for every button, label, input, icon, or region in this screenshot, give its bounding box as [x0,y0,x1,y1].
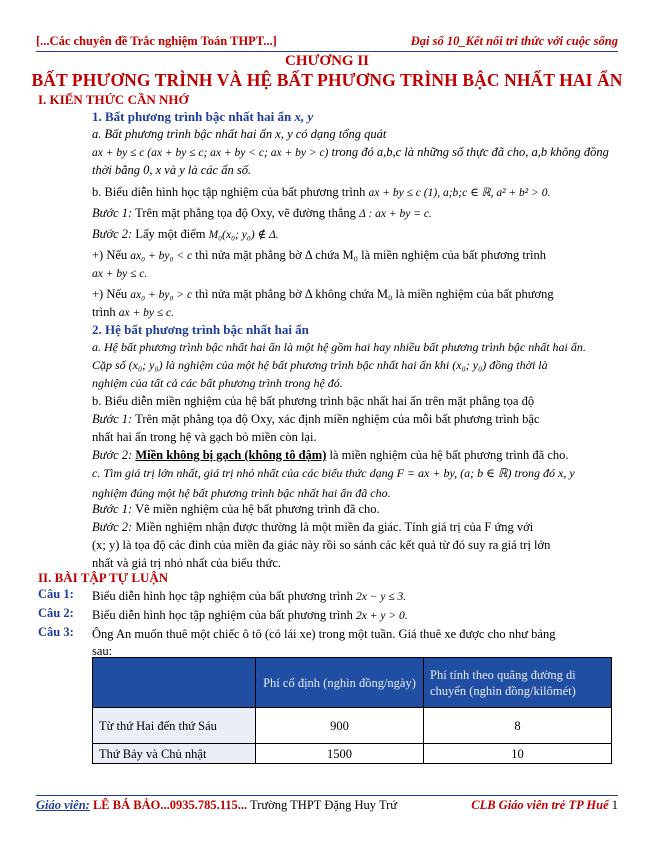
step-2 [92,225,616,244]
subsection-heading-2: 2. Hệ bất phương trình bậc nhất hai ẩn [92,322,309,337]
para-extremum: c. Tìm giá trị lớn nhất, giá trị nhỏ nhất của các biểu thức dạng F = ax + by, (a; b ∈ ℝ) trong đó x, y [92,466,575,480]
para-system-rep: b. Biểu diễn miền nghiệm của hệ bất phương trình bậc nhất hai ẩn trên mặt phẳng tọa độ [92,394,535,408]
case-greater-rest: thì nửa mặt phẳng bờ Δ không chứa M₀ là miền nghiệm của bất phương [192,287,554,301]
case-less-end-math: ax + by ≤ c. [92,268,148,280]
question-3-text: Ông An muốn thuê một chiếc ô tô (có lái xe) trong một tuần. Giá thuê xe được cho như bảng [92,627,556,641]
footer-club-name: CLB Giáo viên trẻ TP Huế [471,798,609,812]
question-1-label: Câu 1: [38,587,74,601]
chapter-title: BẤT PHƯƠNG TRÌNH VÀ HỆ BẤT PHƯƠNG TRÌNH BẬC NHẤT HAI ẨN [31,70,623,90]
case-greater-end-text: trình [92,305,119,319]
question-2-label: Câu 2: [38,606,74,620]
footer-club [471,798,618,813]
para-general-form-math [92,143,616,162]
ext-step-1-label: Bước 1: [92,502,133,516]
step-1-text: Trên mặt phẳng tọa độ Oxy, vẽ đường thẳng [132,206,360,220]
table-cell: Thứ Bảy và Chủ nhật [93,744,256,764]
table-cell: 900 [256,708,424,744]
question-1-text [92,587,616,606]
sys-step-1-end: nhất hai ẩn trong hệ và gạch bỏ miền còn lại. [92,430,317,444]
step-2-label: Bước 2: [92,227,133,241]
table-cell: 10 [424,744,612,764]
sys-step-2-label: Bước 2: [92,448,133,462]
footer-teacher-label: Giáo viên: [36,798,90,812]
para-solution-pair: Cặp số (x₀; y₀) là nghiệm của một hệ bất phương trình bậc nhất hai ẩn khi (x₀; y₀) đồng thời là [92,358,548,372]
page-number: 1 [611,798,618,812]
sys-step-1-text: Trên mặt phẳng tọa độ Oxy, xác định miền nghiệm của mỗi bất phương trình bậc [132,412,540,426]
ext-step-1-text: Vẽ miền nghiệm của hệ bất phương trình đã cho. [132,502,380,516]
line-delta: Δ : ax + by = c. [359,208,432,220]
case-less-if: +) Nếu [92,248,131,262]
table-header-cell: Phí cố định (nghìn đồng/ngày) [256,658,424,708]
para-general-form: a. Bất phương trình bậc nhất hai ẩn x, y có dạng tổng quát [92,127,387,141]
question-1-body: Biểu diễn hình học tập nghiệm của bất phương trình [92,589,357,603]
ext-step-2-text: Miền nghiệm nhận được thường là một miền đa giác. Tính giá trị của F ứng với [132,520,534,534]
question-3-label: Câu 3: [38,625,74,639]
sys-step-2-highlight: Miền không bị gạch (không tô đậm) [135,448,327,462]
inequality-forms-desc: trong đó a,b,c là những số thực đã cho, a,b không đồng [328,145,609,159]
case-greater-math: ax₀ + by₀ > c [130,289,193,301]
footer-divider [36,795,618,796]
rental-price-table [92,657,612,764]
page-footer [36,798,618,816]
case-greater-if: +) Nếu [92,287,131,301]
case-less-math: ax₀ + by₀ < c [130,250,193,262]
sys-step-1 [92,410,616,428]
table-header-cell [93,658,256,708]
para-geometric-rep [92,183,616,202]
sys-step-2 [92,446,616,464]
section-heading-exercises: II. BÀI TẬP TỰ LUẬN [38,570,169,585]
table-cell: 8 [424,708,612,744]
ext-step-2-cont: (x; y) là tọa độ các đỉnh của miền đa giác này rồi so sánh các kết quả từ đó suy ra giá trị lớn [92,538,551,552]
sys-step-2-text: là miền nghiệm của hệ bất phương trình đã cho. [326,448,569,462]
ext-step-1 [92,500,616,518]
para-geometric-rep-text: b. Biểu diễn hình học tập nghiệm của bất phương trình [92,185,369,199]
case-greater [92,285,616,304]
footer-school: Trường THPT Đặng Huy Trứ [247,798,398,812]
section-heading-theory: I. KIẾN THỨC CẦN NHỚ [38,92,189,107]
para-solution-pair-end: nghiệm của tất cả các bất phương trình trong hệ đó. [92,376,343,390]
case-greater-end [92,303,616,322]
step-2-text: Lấy một điểm [132,227,209,241]
ext-step-2-label: Bước 2: [92,520,133,534]
footer-author [36,798,397,813]
subsection-heading-1-vars: x, y [294,109,314,124]
header-divider [36,51,618,52]
table-cell: Từ thứ Hai đến thứ Sáu [93,708,256,744]
para-system-def: a. Hệ bất phương trình bậc nhất hai ẩn là một hệ gồm hai hay nhiều bất phương trình bậc nhất hai ẩn. [92,340,586,354]
question-3-text-end: sau: [92,644,113,658]
table-row [93,708,612,744]
table-row [93,744,612,764]
header-series-title: [...Các chuyên đề Trắc nghiệm Toán THPT...] [36,34,277,48]
question-1-math: 2x − y ≤ 3. [356,591,407,603]
footer-teacher-name: LÊ BÁ BẢO...0935.785.115... [89,798,248,812]
chapter-label: CHƯƠNG II [284,53,370,69]
inequality-forms: ax + by ≤ c (ax + by ≤ c; ax + by < c; ax + by > c) [92,147,329,159]
case-less-rest: thì nửa mặt phẳng bờ Δ chứa M₀ là miền nghiệm của bất phương trình [192,248,546,262]
case-less-end [92,264,616,283]
header-book-title: Đại số 10_Kết nối tri thức với cuộc sống [410,34,618,48]
point-m0: M₀(x₀; y₀) ∉ Δ. [208,229,279,241]
table-header-cell: Phí tính theo quãng đường di chuyển (nghìn đồng/kilômét) [424,658,612,708]
para-variables: thời bằng 0, x và y là các ẩn số. [92,163,252,177]
sys-step-1-label: Bước 1: [92,412,133,426]
subsection-heading-1-text: 1. Bất phương trình bậc nhất hai ẩn [92,109,292,124]
para-extremum-end: nghiệm đúng một hệ bất phương trình bậc nhất hai ẩn đã cho. [92,486,391,500]
question-2-text [92,606,616,625]
question-2-math: 2x + y > 0. [356,610,408,622]
ext-step-2-end: nhất và giá trị nhỏ nhất của biểu thức. [92,556,282,570]
table-cell: 1500 [256,744,424,764]
ext-step-2 [92,518,616,536]
subsection-heading-1 [92,109,313,125]
question-2-body: Biểu diễn hình học tập nghiệm của bất phương trình [92,608,357,622]
case-less [92,246,616,265]
case-greater-end-math: ax + by ≤ c. [118,307,174,319]
step-1 [92,204,616,223]
table-header-row [93,658,612,708]
page-header [36,34,618,52]
inequality-1: ax + by ≤ c (1), a;b;c ∈ ℝ, a² + b² > 0. [368,187,551,199]
step-1-label: Bước 1: [92,206,133,220]
